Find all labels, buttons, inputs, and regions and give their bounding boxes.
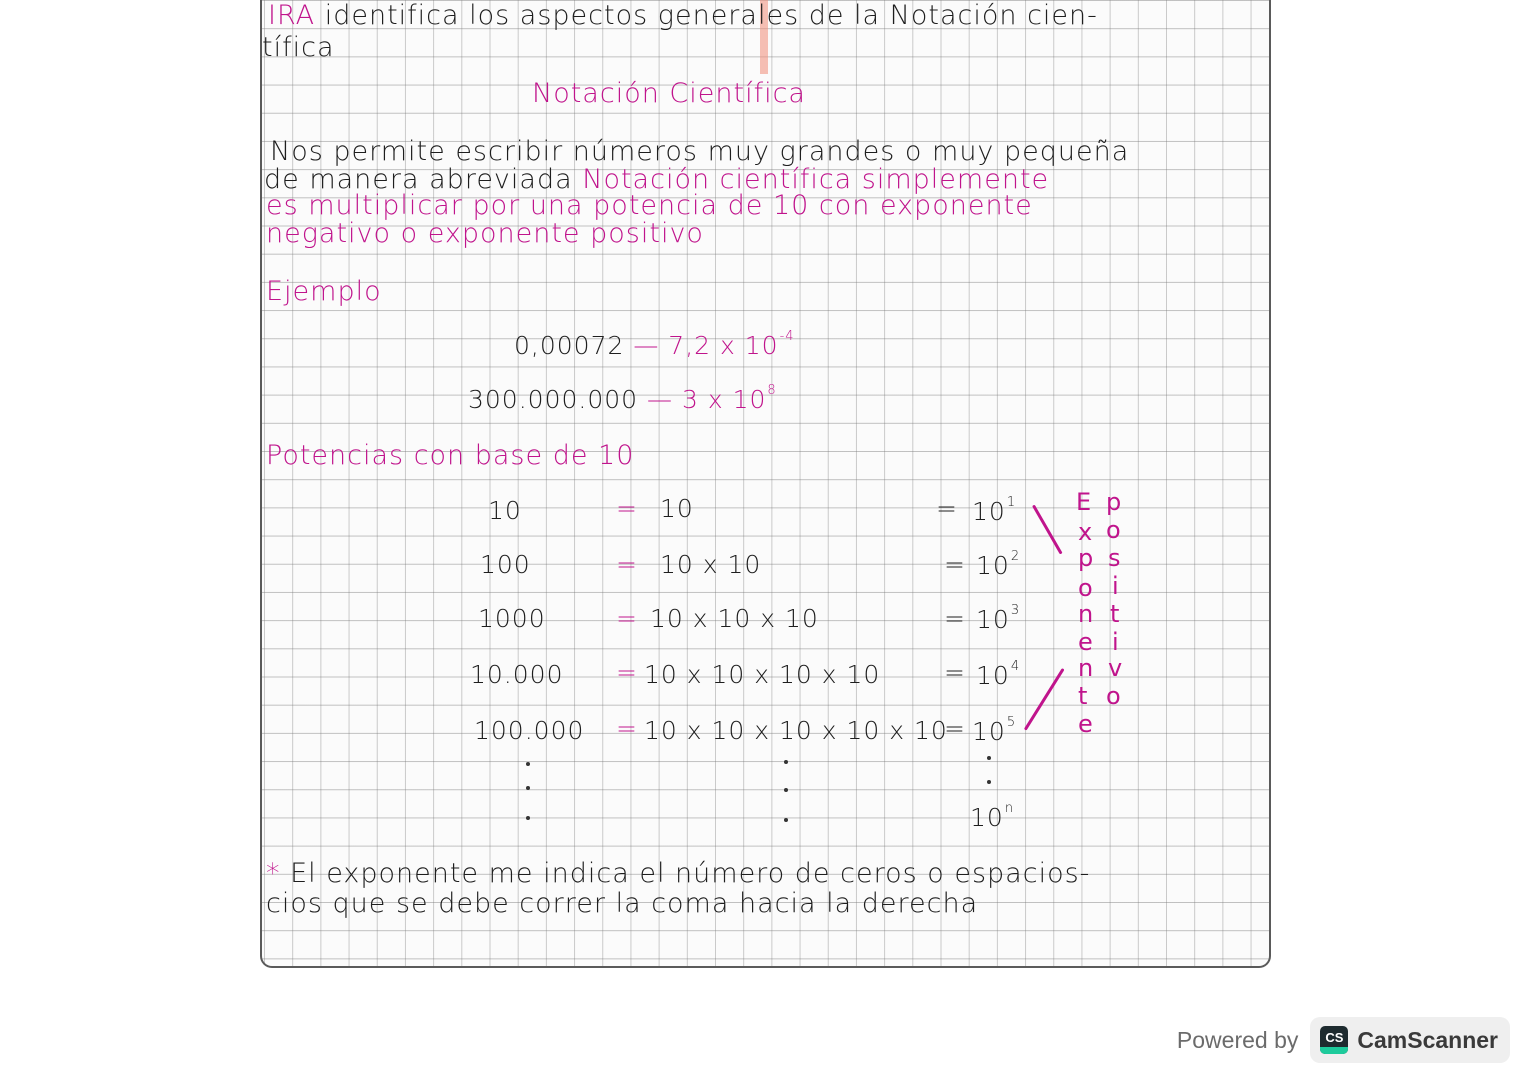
note-line-1 — [266, 860, 1090, 887]
power-result — [976, 660, 1020, 688]
side-char: o — [1106, 516, 1121, 544]
side-char: v — [1108, 654, 1123, 682]
example-arrow: — — [647, 385, 673, 414]
side-char: n — [1078, 600, 1094, 628]
side-char: x — [1078, 518, 1093, 546]
side-char: s — [1108, 544, 1121, 572]
bracket-stroke-bottom — [1024, 668, 1065, 731]
header-prefix: IRA — [268, 0, 316, 31]
notebook-page — [260, 0, 1271, 968]
power-equals: = — [616, 604, 638, 633]
ellipsis-dot — [526, 762, 530, 766]
power-value: 100.000 — [474, 716, 585, 745]
power-expansion: 10 x 10 x 10 x 10 x 10 — [644, 716, 948, 745]
power-expansion: 10 x 10 — [660, 550, 762, 579]
note-bullet: * — [266, 858, 281, 889]
power-exponent: 2 — [1010, 549, 1021, 564]
ellipsis-dot — [526, 786, 530, 790]
powered-by-label: Powered by — [1176, 1026, 1299, 1053]
power-equals-2: = — [944, 604, 966, 633]
power-base: 10 — [976, 605, 1010, 634]
power-equals-2: = — [944, 714, 966, 743]
side-char: n — [1078, 654, 1094, 682]
header-line-1 — [268, 2, 1098, 29]
intro-line-3: es multiplicar por una potencia de 10 con exponente — [266, 190, 1033, 221]
example-base: 10 — [744, 331, 779, 360]
example-base: 10 — [732, 385, 767, 414]
power-value: 100 — [480, 550, 531, 579]
power-base: 10 — [976, 551, 1010, 580]
example-mantissa: 7,2 — [668, 331, 712, 360]
example-times: x — [720, 331, 736, 360]
side-char: e — [1078, 710, 1093, 738]
header-line-2: tífica — [262, 32, 335, 63]
example-times: x — [707, 385, 724, 414]
example-row — [514, 330, 795, 358]
intro-line-2 — [264, 166, 1049, 193]
logo-text: CS — [1325, 1029, 1344, 1045]
intro-line-2-black: de manera abreviada — [264, 164, 573, 195]
side-char: p — [1078, 544, 1094, 572]
power-value: 1000 — [478, 604, 546, 633]
example-exponent: -4 — [779, 329, 795, 344]
powers-heading: Potencias con base de 10 — [266, 440, 635, 471]
side-char: o — [1078, 574, 1093, 602]
bracket-stroke-top — [1032, 505, 1063, 555]
example-mantissa: 3 — [681, 385, 699, 414]
note-line-2: cios que se debe correr la coma hacia la derecha — [266, 888, 979, 919]
power-exponent: 5 — [1006, 715, 1017, 730]
power-result — [972, 716, 1016, 744]
ellipsis-dot — [784, 760, 788, 764]
power-equals-2: = — [944, 658, 966, 687]
side-char: o — [1106, 682, 1121, 710]
power-expansion: 10 — [660, 494, 694, 523]
example-standard: 300.000.000 — [468, 385, 639, 414]
intro-line-2-pink: Notación científica simplemente — [582, 164, 1050, 195]
power-exponent: 3 — [1010, 603, 1021, 618]
power-equals: = — [616, 714, 638, 743]
power-base: 10 — [970, 803, 1004, 832]
brand-name: CamScanner — [1357, 1026, 1498, 1053]
intro-line-1: Nos permite escribir números muy grandes o muy pequeña — [270, 136, 1130, 167]
power-result — [976, 550, 1020, 578]
power-equals-2: = — [936, 494, 958, 523]
camscanner-badge — [1310, 1017, 1510, 1063]
example-heading: Ejemplo — [266, 276, 382, 307]
example-row — [468, 384, 777, 412]
power-result — [976, 604, 1020, 632]
power-value: 10 — [488, 496, 522, 525]
power-exponent: 4 — [1010, 659, 1021, 674]
example-arrow: — — [633, 331, 660, 360]
power-expansion: 10 x 10 x 10 — [650, 604, 819, 633]
side-char: t — [1110, 600, 1120, 628]
side-char: p — [1106, 488, 1122, 516]
side-char: i — [1112, 628, 1119, 656]
intro-line-4: negativo o exponente positivo — [266, 218, 704, 249]
side-char: E — [1076, 488, 1092, 516]
side-char: i — [1112, 572, 1119, 600]
ellipsis-dot — [784, 788, 788, 792]
example-standard: 0,00072 — [514, 331, 625, 360]
ellipsis-dot — [987, 780, 991, 784]
ellipsis-dot — [784, 818, 788, 822]
side-char: t — [1078, 682, 1088, 710]
power-equals: = — [616, 494, 638, 523]
power-equals-2: = — [944, 550, 966, 579]
header-text: identifica los aspectos generales de la Notación cien- — [324, 0, 1098, 31]
camscanner-logo-icon — [1320, 1026, 1348, 1054]
side-char: e — [1078, 628, 1093, 656]
power-result — [972, 496, 1016, 524]
note-text-1: El exponente me indica el número de ceros o espacios- — [290, 858, 1091, 889]
power-base: 10 — [972, 497, 1006, 526]
power-exponent: n — [1004, 801, 1015, 816]
power-expansion: 10 x 10 x 10 x 10 — [644, 660, 881, 689]
ellipsis-dot — [987, 756, 991, 760]
power-value: 10.000 — [470, 660, 564, 689]
power-exponent: 1 — [1006, 495, 1017, 510]
power-result-n — [970, 802, 1014, 830]
page-title: Notación Científica — [532, 78, 806, 109]
power-base: 10 — [972, 717, 1006, 746]
power-equals: = — [616, 550, 638, 579]
power-equals: = — [616, 658, 638, 687]
power-base: 10 — [976, 661, 1010, 690]
ellipsis-dot — [526, 816, 530, 820]
camscanner-watermark — [1177, 1018, 1510, 1062]
example-exponent: 8 — [767, 383, 777, 398]
